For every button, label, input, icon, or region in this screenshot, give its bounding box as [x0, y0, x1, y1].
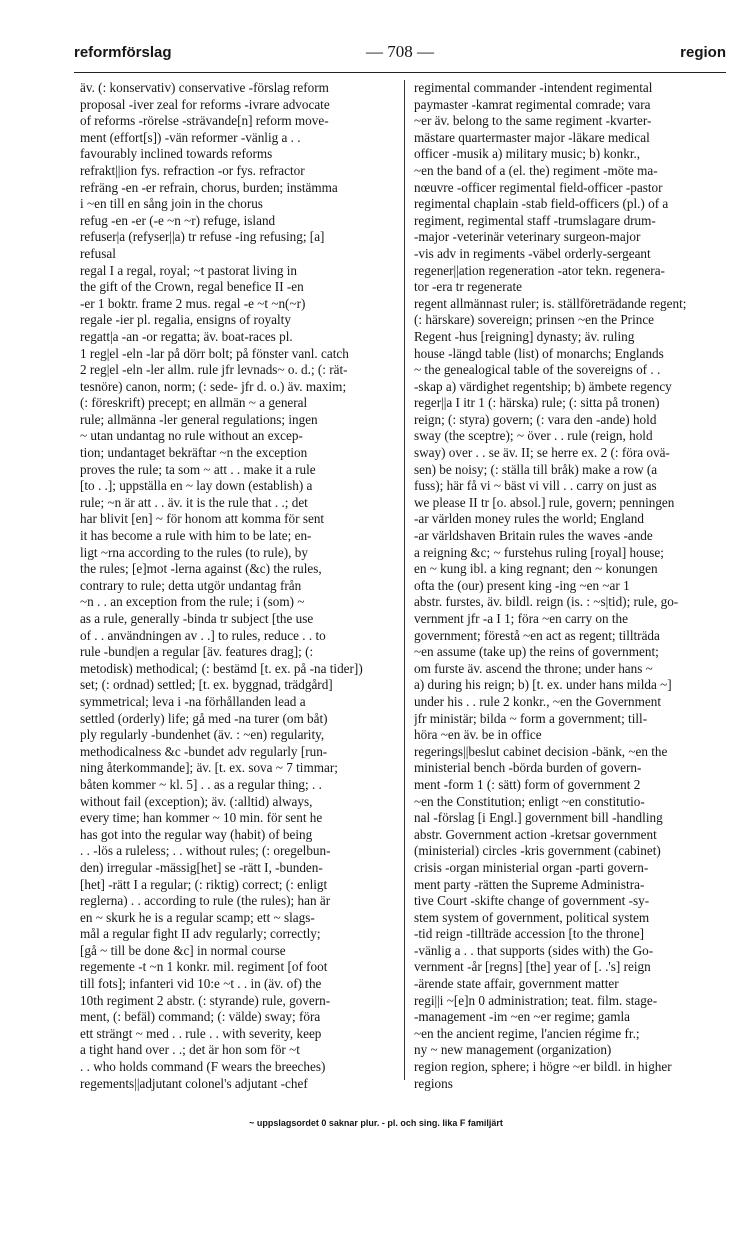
- running-head-first-entry: reformförslag: [74, 44, 172, 61]
- text-line: regal I a regal, royal; ~t pastorat living in: [80, 262, 297, 278]
- text-line: symmetrical; leva i -na förhållanden lead a: [80, 693, 306, 709]
- text-line: ~en assume (take up) the reins of government;: [414, 644, 659, 660]
- text-line: refug -en -er (-e ~n ~r) refuge, island: [80, 212, 276, 228]
- text-line: settled (orderly) life; gå med -na turer (om båt): [80, 710, 328, 726]
- text-line: jfr ministär; bilda ~ form a government; till-: [414, 710, 648, 726]
- text-line: regerings||beslut cabinet decision -bänk, ~en the: [414, 743, 668, 759]
- text-line: abstr. furstes, äv. bildl. reign (is. : ~s|tid); rule, go-: [414, 594, 679, 610]
- text-line: ministerial bench -börda burden of govern-: [414, 760, 642, 776]
- text-line: metodisk) methodical; (: bestämd [t. ex. på -na tider]): [80, 660, 363, 676]
- text-line: stem system of government, political system: [414, 909, 650, 925]
- left-column: [80, 80, 392, 1092]
- text-line: it has become a rule with him to be late; en-: [80, 528, 312, 544]
- text-line: ~ utan undantag no rule without an excep-: [80, 428, 303, 444]
- text-line: proposal -iver zeal for reforms -ivrare advocate: [80, 96, 330, 112]
- text-line: the gift of the Crown, regal benefice II -en: [80, 279, 304, 295]
- text-line: ligt ~rna according to the rules (to rule), by: [80, 544, 308, 560]
- text-line: mästare quartermaster major -läkare medical: [414, 129, 650, 145]
- text-line: -skap a) värdighet regentship; b) ämbete regency: [414, 378, 672, 394]
- text-line: ment party -rätten the Supreme Administra-: [414, 876, 645, 892]
- text-line: as a rule, generally -binda tr subject [the use: [80, 611, 314, 626]
- page-header: [74, 42, 726, 68]
- text-line: nal -förslag [i Engl.] government bill -handling: [414, 810, 663, 826]
- text-line: reger||a I itr 1 (: härska) rule; (: sitta på tronen): [414, 395, 660, 411]
- text-line: a tight hand over . .; det är hon som för ~t: [80, 1042, 300, 1058]
- text-line: of reforms -rörelse -strävande[n] reform move-: [80, 113, 329, 129]
- text-line: [gå ~ till be done &c] in normal course: [80, 942, 286, 958]
- text-line: regions: [414, 1075, 453, 1091]
- text-line: (: härskare) sovereign; prinsen ~en the Prince: [414, 312, 655, 328]
- text-line: (: föreskrift) precept; en allmän ~ a general: [80, 395, 308, 411]
- text-line: regiment, regimental staff -trumslagare drum-: [414, 212, 656, 228]
- text-line: officer -musik a) military music; b) konkr.,: [414, 146, 641, 162]
- text-line: rule -bund|en a regular [äv. features drag]; (:: [80, 644, 314, 660]
- text-line: regi||i ~[e]n 0 administration; teat. film. stage-: [414, 992, 658, 1008]
- text-line: methodicalness &c -bundet adv regularly [run-: [80, 743, 328, 759]
- text-line: mål a regular fight II adv regularly; correctly;: [80, 926, 321, 942]
- text-line: crisis -organ ministerial organ -parti govern-: [414, 859, 649, 875]
- text-line: favourably inclined towards reforms: [80, 146, 273, 162]
- text-line: regimental commander -intendent regimental: [414, 80, 653, 95]
- text-line: refusal: [80, 245, 116, 261]
- text-line: set; (: ordnad) settled; [t. ex. byggnad, trädgård]: [80, 677, 333, 693]
- text-line: ~en the Constitution; enligt ~en constitutio-: [414, 793, 645, 809]
- text-line: every time; han kommer ~ 10 min. för sent he: [80, 810, 323, 826]
- text-line: the rules; [e]mot -lerna against (&c) the rules,: [80, 561, 322, 577]
- text-line: ofta the (our) present king -ing ~en ~ar 1: [414, 577, 630, 593]
- text-line: sway (the sceptre); ~ över . . rule (reign, hold: [414, 428, 653, 444]
- text-line: regimental chaplain -stab field-officers (pl.) of a: [414, 196, 669, 212]
- text-line: tesnöre) canon, norm; (: sede- jfr d. o.) äv. maxim;: [80, 378, 347, 394]
- text-line: en ~ kung ibl. a king regnant; den ~ konungen: [414, 561, 658, 577]
- text-line: a reigning &c; ~ furstehus ruling [royal] house;: [414, 544, 664, 560]
- text-line: 10th regiment 2 abstr. (: styrande) rule, govern-: [80, 992, 331, 1008]
- text-line: ~ the genealogical table of the sovereigns of . .: [414, 362, 661, 378]
- text-line: vernment jfr -a I 1; föra ~en carry on the: [414, 611, 629, 626]
- text-line: regent allmännast ruler; is. ställföreträdande regent;: [414, 295, 687, 311]
- text-line: [to . .]; uppställa en ~ lay down (establish) a: [80, 478, 313, 494]
- text-line: ment (effort[s]) -vän reformer -vänlig a . .: [80, 129, 301, 145]
- text-line: -ar världshaven Britain rules the waves -ande: [414, 528, 653, 544]
- text-line: -tid reign -tillträde accession [to the throne]: [414, 926, 644, 942]
- text-line: sway) over . . se äv. II; se herre ex. 2 (: föra ovä-: [414, 445, 670, 461]
- text-line: -ärende state affair, government matter: [414, 976, 619, 992]
- text-line: contrary to rule; detta utgör undantag från: [80, 577, 302, 593]
- text-line: tion; undantaget bekräftar ~n the exception: [80, 445, 308, 461]
- text-line: -major -veterinär veterinary surgeon-major: [414, 229, 641, 245]
- text-line: ~en the band of a (el. the) regiment -möte ma-: [414, 162, 658, 178]
- text-line: (ministerial) circles -kris government (cabinet): [414, 843, 661, 859]
- text-line: rule; allmänna -ler general regulations; ingen: [80, 411, 318, 427]
- text-line: regener||ation regeneration -ator tekn. regenera-: [414, 262, 665, 278]
- text-line: refräng -en -er refrain, chorus, burden; instämma: [80, 179, 338, 195]
- text-line: house -längd table (list) of monarchs; Englands: [414, 345, 664, 361]
- text-line: -vis adv in regiments -väbel orderly-sergeant: [414, 245, 651, 261]
- text-line: vernment -år [regns] [the] year of [. .'s] reign: [414, 959, 651, 975]
- text-line: paymaster -kamrat regimental comrade; vara: [414, 96, 651, 112]
- text-line: reglerna) . . according to rule (the rules); han är: [80, 893, 331, 909]
- text-line: sen) be noisy; (: ställa till bråk) make a row (a: [414, 461, 658, 477]
- text-line: nœuvre -officer regimental field-officer -pastor: [414, 179, 663, 195]
- text-line: i ~en till en sång join in the chorus: [80, 196, 263, 212]
- text-line: reign; (: styra) govern; (: vara den -ande) hold: [414, 411, 657, 427]
- text-line: 1 reg|el -eln -lar på dörr bolt; på fönster vanl. catch: [80, 345, 349, 361]
- text-line: under his . . rule 2 konkr., ~en the Government: [414, 693, 662, 709]
- text-line: region region, sphere; i högre ~er bildl. in higher: [414, 1059, 672, 1075]
- text-line: ning återkommande]; äv. [t. ex. sova ~ 7 timmar;: [80, 760, 338, 776]
- text-line: we please II tr [o. absol.] rule, govern; penningen: [414, 494, 675, 510]
- running-head-last-entry: region: [680, 44, 726, 61]
- text-line: Regent -hus [reigning] dynasty; äv. ruling: [414, 328, 635, 344]
- text-line: ~er äv. belong to the same regiment -kvarter-: [414, 113, 652, 129]
- text-line: refuser|a (refyser||a) tr refuse -ing refusing; [a]: [80, 229, 325, 245]
- text-line: har blivit [en] ~ för honom att komma för sent: [80, 511, 325, 527]
- text-line: abstr. Government action -kretsar government: [414, 826, 657, 842]
- text-line: -management -im ~en ~er regime; gamla: [414, 1009, 631, 1025]
- text-line: ~n . . an exception from the rule; i (som) ~: [80, 594, 305, 610]
- text-line: -ar världen money rules the world; England: [414, 511, 644, 527]
- text-line: äv. (: konservativ) conservative -förslag reform: [80, 80, 329, 95]
- text-line: om furste äv. ascend the throne; under hans ~: [414, 660, 653, 676]
- text-line: regatt|a -an -or regatta; äv. boat-races pl.: [80, 328, 293, 344]
- right-column: [414, 80, 726, 1092]
- text-line: a) during his reign; b) [t. ex. under hans milda ~]: [414, 677, 672, 693]
- text-line: has got into the regular way (habit) of being: [80, 826, 313, 842]
- text-line: båten kommer ~ kl. 5] . . as a regular thing; . .: [80, 776, 322, 792]
- text-line: proves the rule; ta som ~ att . . make it a rule: [80, 461, 316, 477]
- header-rule: [74, 72, 726, 73]
- text-line: -vänlig a . . that supports (sides with) the Go-: [414, 942, 654, 958]
- text-line: regements||adjutant colonel's adjutant -chef: [80, 1075, 308, 1091]
- text-line: regemente -t ~n 1 konkr. mil. regiment [of foot: [80, 959, 328, 975]
- text-line: till fots]; infanteri vid 10:e ~t . . in (äv. of) the: [80, 976, 322, 992]
- text-line: ~en the ancient regime, l'ancien régime fr.;: [414, 1025, 640, 1041]
- column-divider: [404, 80, 405, 1080]
- text-line: tive Court -skifte change of government -sy-: [414, 893, 650, 909]
- text-line: 2 reg|el -eln -ler allm. rule jfr levnads~ o. d.; (: rät-: [80, 362, 348, 378]
- abbreviation-legend: ~ uppslagsordet 0 saknar plur. - pl. och sing. lika F familjärt: [249, 1118, 503, 1128]
- text-line: refrakt||ion fys. refraction -or fys. refractor: [80, 162, 305, 178]
- text-line: . . who holds command (F wears the breeches): [80, 1059, 326, 1075]
- text-line: en ~ skurk he is a regular scamp; ett ~ slags-: [80, 909, 315, 925]
- text-line: ply regularly -bundenhet (äv. : ~en) regularity,: [80, 727, 325, 743]
- text-line: -er 1 boktr. frame 2 mus. regal -e ~t ~n(~r): [80, 295, 306, 311]
- text-line: ment, (: befäl) command; (: välde) sway; föra: [80, 1009, 321, 1025]
- text-line: fuss); här få vi ~ bäst vi vill . . carry on just as: [414, 478, 657, 494]
- text-line: [het] -rätt I a regular; (: riktig) correct; (: enligt: [80, 876, 328, 892]
- text-line: . . -lös a ruleless; . . without rules; (: oregelbun-: [80, 843, 331, 859]
- text-line: tor -era tr regenerate: [414, 279, 522, 295]
- text-line: ett strängt ~ med . . rule . . with severity, keep: [80, 1025, 322, 1041]
- text-line: of . . användningen av . .] to rules, reduce . . to: [80, 627, 326, 643]
- text-line: without fail (exception); äv. (:alltid) always,: [80, 793, 313, 809]
- text-line: rule; ~n är att . . äv. it is the rule that . .; det: [80, 494, 308, 510]
- text-line: den) irregular -mässig[het] se -rätt I, -bunden-: [80, 859, 323, 875]
- page-number: — 708 —: [366, 42, 434, 61]
- text-line: ment -form 1 (: sätt) form of government 2: [414, 776, 641, 792]
- text-line: höra ~en äv. be in office: [414, 727, 542, 743]
- text-line: government; förestå ~en act as regent; tillträda: [414, 627, 660, 643]
- text-line: ny ~ new management (organization): [414, 1042, 612, 1058]
- text-line: regale -ier pl. regalia, ensigns of royalty: [80, 312, 291, 328]
